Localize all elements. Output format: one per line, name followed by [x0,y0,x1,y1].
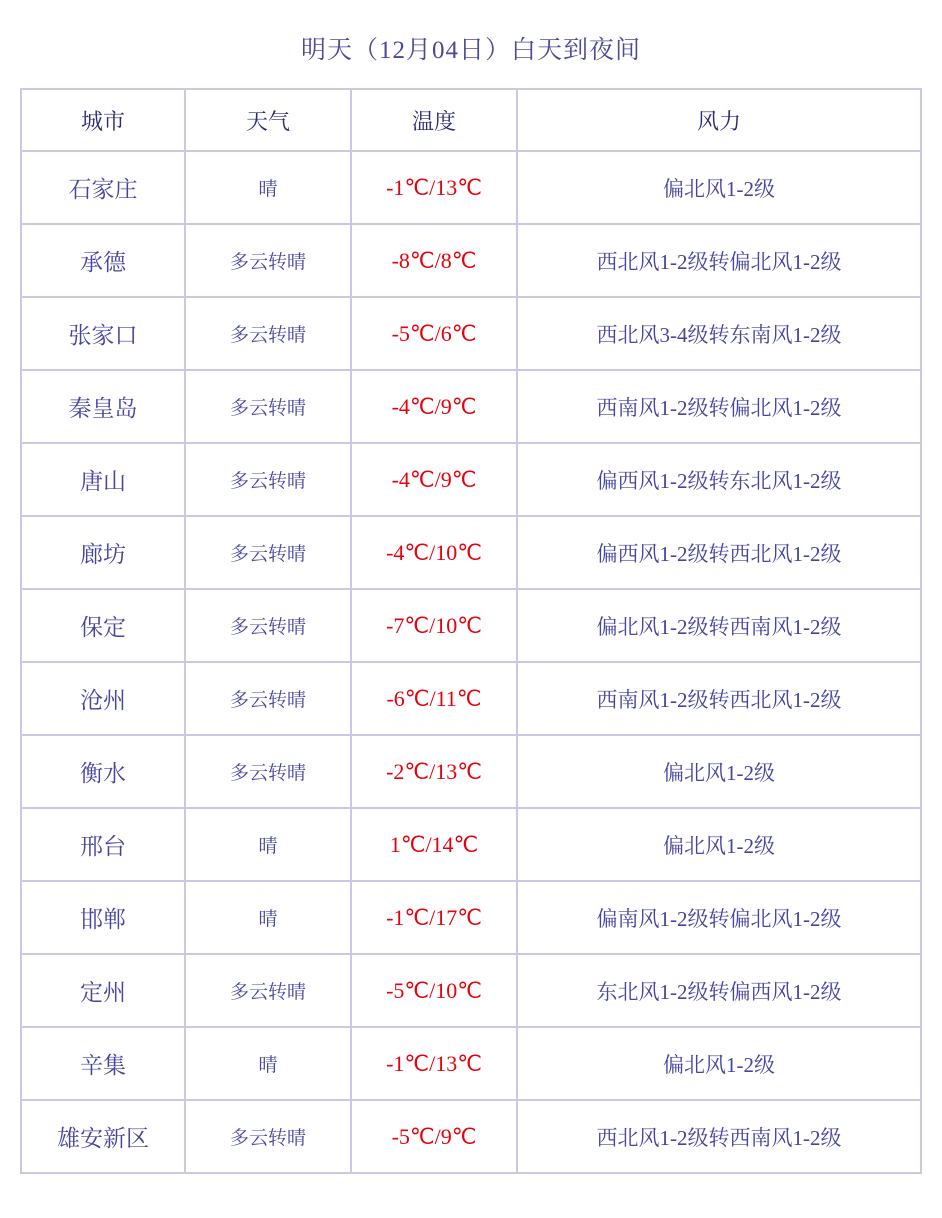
table-row [21,662,921,735]
cell-weather: 多云转晴 [185,735,351,808]
cell-city: 唐山 [21,443,185,516]
cell-city: 衡水 [21,735,185,808]
table-body [21,151,921,1173]
cell-city: 沧州 [21,662,185,735]
cell-weather: 晴 [185,151,351,224]
table-row [21,1100,921,1173]
cell-city: 邢台 [21,808,185,881]
cell-city: 保定 [21,589,185,662]
table-row [21,516,921,589]
column-header-weather: 天气 [185,89,351,151]
cell-weather: 多云转晴 [185,662,351,735]
page-title: 明天（12月04日）白天到夜间 [300,37,641,64]
table-row [21,881,921,954]
cell-city: 张家口 [21,297,185,370]
cell-temperature: -7℃/10℃ [351,589,517,662]
cell-temperature: 1℃/14℃ [351,808,517,881]
cell-temperature: -5℃/10℃ [351,954,517,1027]
cell-weather: 晴 [185,1027,351,1100]
cell-weather: 多云转晴 [185,954,351,1027]
cell-temperature: -5℃/9℃ [351,1100,517,1173]
table-header [21,89,921,151]
column-header-temperature: 温度 [351,89,517,151]
table-row [21,443,921,516]
cell-wind: 西北风3-4级转东南风1-2级 [517,297,921,370]
table-header-row [21,89,921,151]
table-row [21,151,921,224]
column-header-wind: 风力 [517,89,921,151]
cell-temperature: -4℃/9℃ [351,443,517,516]
cell-wind: 偏北风1-2级转西南风1-2级 [517,589,921,662]
cell-temperature: -4℃/9℃ [351,370,517,443]
table-row [21,224,921,297]
cell-city: 承德 [21,224,185,297]
cell-wind: 西北风1-2级转西南风1-2级 [517,1100,921,1173]
cell-temperature: -1℃/17℃ [351,881,517,954]
cell-wind: 西北风1-2级转偏北风1-2级 [517,224,921,297]
cell-weather: 晴 [185,808,351,881]
cell-city: 邯郸 [21,881,185,954]
cell-weather: 晴 [185,881,351,954]
cell-temperature: -4℃/10℃ [351,516,517,589]
table-row [21,297,921,370]
cell-temperature: -5℃/6℃ [351,297,517,370]
cell-wind: 偏北风1-2级 [517,735,921,808]
cell-city: 秦皇岛 [21,370,185,443]
cell-weather: 多云转晴 [185,443,351,516]
table-row [21,808,921,881]
cell-wind: 西南风1-2级转偏北风1-2级 [517,370,921,443]
cell-temperature: -2℃/13℃ [351,735,517,808]
table-row [21,735,921,808]
table-row [21,589,921,662]
cell-wind: 东北风1-2级转偏西风1-2级 [517,954,921,1027]
cell-city: 雄安新区 [21,1100,185,1173]
column-header-city: 城市 [21,89,185,151]
cell-wind: 偏南风1-2级转偏北风1-2级 [517,881,921,954]
cell-city: 辛集 [21,1027,185,1100]
cell-weather: 多云转晴 [185,589,351,662]
cell-city: 石家庄 [21,151,185,224]
cell-wind: 偏北风1-2级 [517,1027,921,1100]
table-row [21,370,921,443]
cell-temperature: -1℃/13℃ [351,1027,517,1100]
weather-table [20,88,922,1174]
cell-weather: 多云转晴 [185,370,351,443]
cell-city: 廊坊 [21,516,185,589]
cell-wind: 偏西风1-2级转东北风1-2级 [517,443,921,516]
cell-wind: 偏西风1-2级转西北风1-2级 [517,516,921,589]
cell-temperature: -1℃/13℃ [351,151,517,224]
cell-temperature: -6℃/11℃ [351,662,517,735]
cell-weather: 多云转晴 [185,224,351,297]
cell-temperature: -8℃/8℃ [351,224,517,297]
cell-wind: 西南风1-2级转西北风1-2级 [517,662,921,735]
cell-city: 定州 [21,954,185,1027]
table-row [21,1027,921,1100]
cell-weather: 多云转晴 [185,516,351,589]
table-row [21,954,921,1027]
cell-wind: 偏北风1-2级 [517,808,921,881]
cell-wind: 偏北风1-2级 [517,151,921,224]
cell-weather: 多云转晴 [185,1100,351,1173]
cell-weather: 多云转晴 [185,297,351,370]
